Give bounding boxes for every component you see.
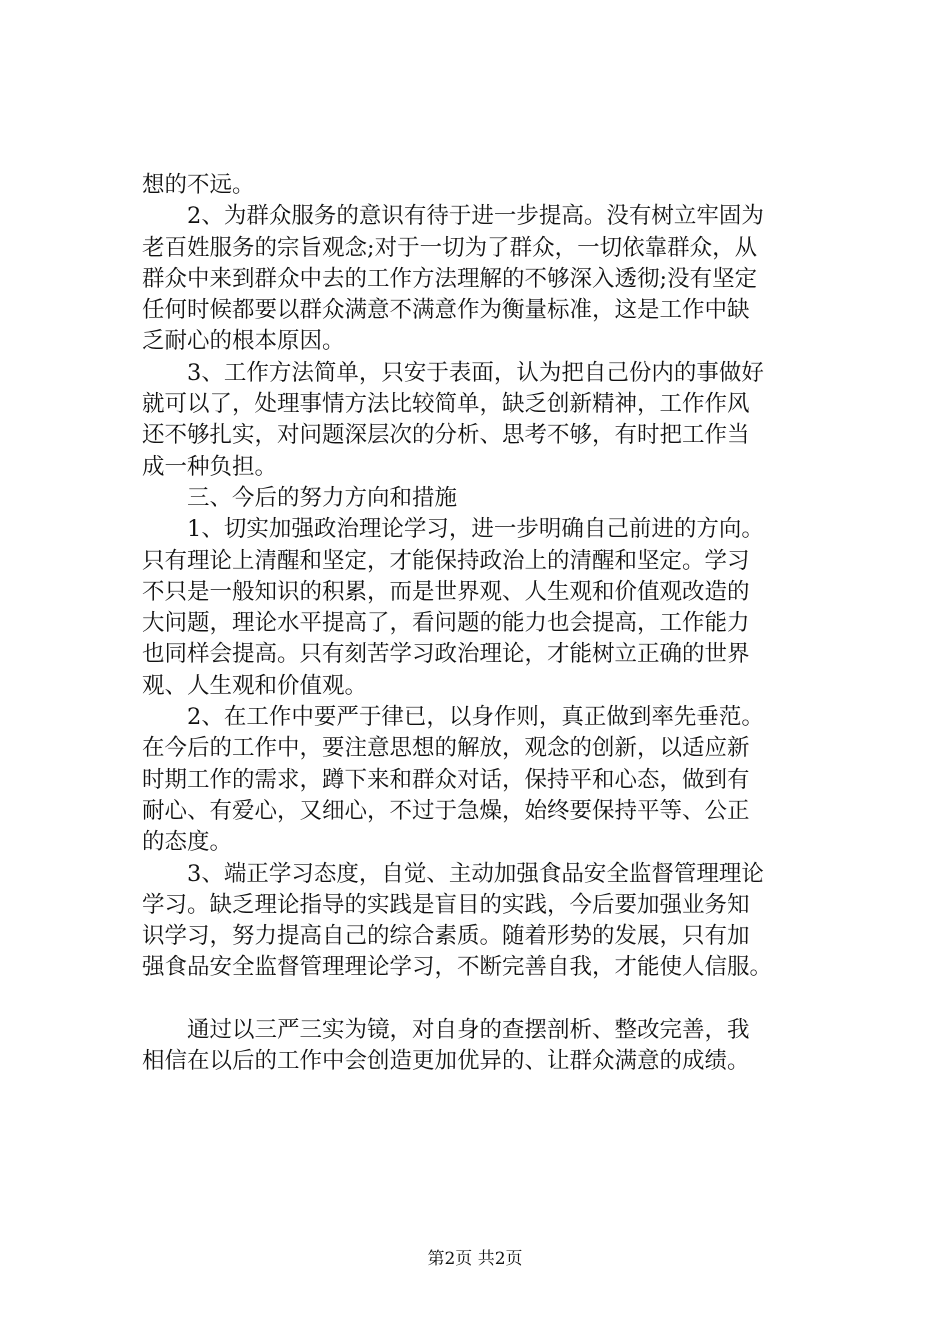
text-line: 识学习，努力提高自己的综合素质。随着形势的发展，只有加 [142, 923, 750, 950]
text-line: 2、在工作中要严于律已，以身作则，真正做到率先垂范。 [187, 704, 764, 731]
text-line: 还不够扎实，对问题深层次的分析、思考不够，有时把工作当 [142, 422, 750, 449]
document-body [142, 170, 822, 1078]
text-line: 就可以了，处理事情方法比较简单，缺乏创新精神，工作作风 [142, 391, 750, 418]
text-line: 只有理论上清醒和坚定，才能保持政治上的清醒和坚定。学习 [142, 547, 750, 574]
text-line: 也同样会提高。只有刻苦学习政治理论，才能树立正确的世界 [142, 641, 750, 668]
text-line: 1、切实加强政治理论学习，进一步明确自己前进的方向。 [187, 516, 764, 543]
text-line: 成一种负担。 [142, 453, 278, 480]
text-line: 的态度。 [142, 829, 233, 856]
text-line: 任何时候都要以群众满意不满意作为衡量标准，这是工作中缺 [142, 297, 750, 324]
text-line: 学习。缺乏理论指导的实践是盲目的实践，今后要加强业务知 [142, 891, 750, 918]
page-footer: 第2页 共2页 [427, 1249, 523, 1269]
text-line: 不只是一般知识的积累，而是世界观、人生观和价值观改造的 [142, 578, 750, 605]
text-line: 耐心、有爱心，又细心，不过于急燥，始终要保持平等、公正 [142, 797, 750, 824]
text-line: 3、工作方法简单，只安于表面，认为把自己份内的事做好 [187, 359, 764, 386]
text-line: 相信在以后的工作中会创造更加优异的、让群众满意的成绩。 [142, 1048, 750, 1075]
text-line: 2、为群众服务的意识有待于进一步提高。没有树立牢固为 [187, 203, 764, 230]
text-line: 观、人生观和价值观。 [142, 672, 368, 699]
text-line: 乏耐心的根本原因。 [142, 328, 345, 355]
text-line: 群众中来到群众中去的工作方法理解的不够深入透彻;没有坚定 [142, 265, 758, 292]
text-line: 3、端正学习态度，自觉、主动加强食品安全监督管理理论 [187, 860, 764, 887]
text-line: 在今后的工作中，要注意思想的解放，观念的创新，以适应新 [142, 735, 750, 762]
text-line: 想的不远。 [142, 172, 255, 198]
text-line: 通过以三严三实为镜，对自身的查摆剖析、整改完善，我 [187, 1017, 750, 1044]
text-line: 时期工作的需求，蹲下来和群众对话，保持平和心态，做到有 [142, 766, 750, 793]
text-line: 三、今后的努力方向和措施 [187, 484, 458, 511]
text-line: 老百姓服务的宗旨观念;对于一切为了群众，一切依靠群众，从 [142, 234, 758, 261]
text-line: 强食品安全监督管理理论学习，不断完善自我，才能使人信服。 [142, 954, 773, 981]
blank-line [142, 984, 822, 1015]
text-line: 大问题，理论水平提高了，看问题的能力也会提高，工作能力 [142, 610, 750, 637]
